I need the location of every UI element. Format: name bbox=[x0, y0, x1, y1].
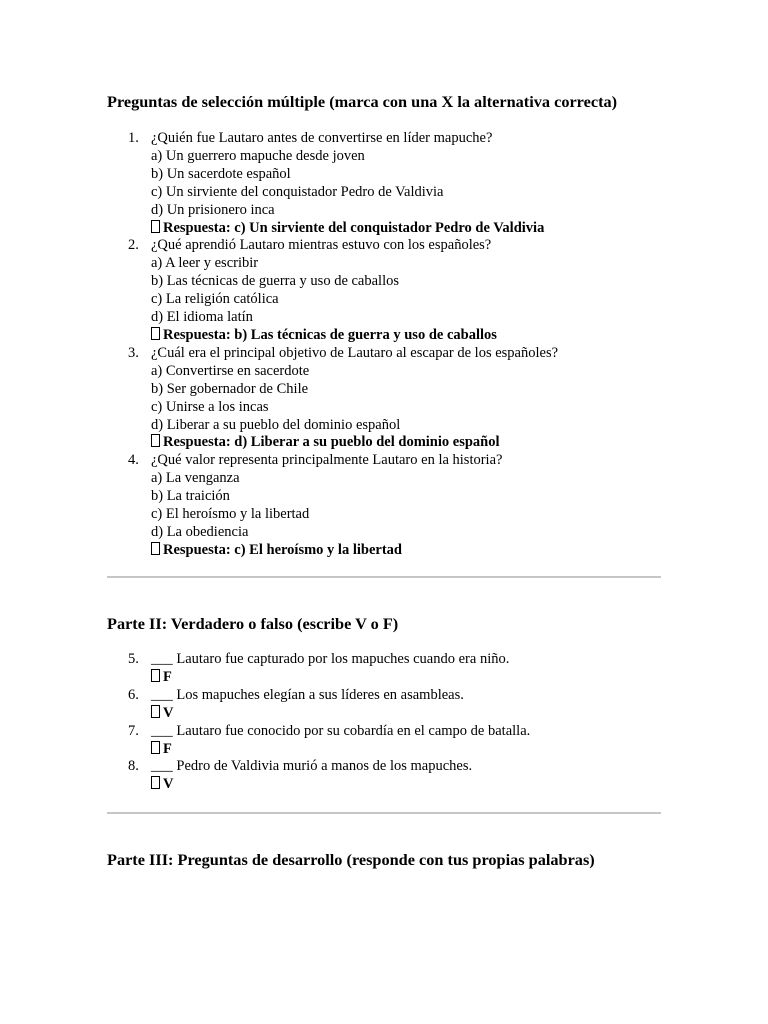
answer-text: V bbox=[163, 704, 174, 721]
question-5 bbox=[128, 651, 731, 687]
option-d: d) El idioma latín bbox=[151, 309, 253, 326]
answer-line bbox=[151, 542, 731, 560]
question-number: 6. bbox=[128, 686, 139, 703]
question-number: 7. bbox=[128, 722, 139, 739]
question-text: ¿Qué aprendió Lautaro mientras estuvo con los españoles? bbox=[151, 237, 492, 254]
question-text: ¿Cuál era el principal objetivo de Lautaro al escapar de los españoles? bbox=[151, 344, 559, 361]
question-1 bbox=[128, 130, 731, 237]
checkbox-glyph-icon bbox=[151, 220, 160, 233]
question-text: ___ Lautaro fue conocido por su cobardía en el campo de batalla. bbox=[151, 722, 531, 739]
checkbox-glyph-icon bbox=[151, 327, 160, 340]
checkbox-glyph-icon bbox=[151, 705, 160, 718]
answer-text: Respuesta: c) El heroísmo y la libertad bbox=[163, 541, 402, 558]
answer-text: Respuesta: b) Las técnicas de guerra y uso de caballos bbox=[163, 326, 497, 343]
option-a: a) La venganza bbox=[151, 470, 240, 487]
option-b: b) La traición bbox=[151, 488, 230, 505]
answer-text: Respuesta: c) Un sirviente del conquistador Pedro de Valdivia bbox=[163, 219, 545, 236]
section-divider bbox=[107, 576, 661, 578]
answer-text: V bbox=[163, 776, 174, 793]
question-number: 3. bbox=[128, 344, 139, 361]
option-b: b) Un sacerdote español bbox=[151, 165, 291, 182]
option-c: c) La religión católica bbox=[151, 291, 279, 308]
checkbox-glyph-icon bbox=[151, 776, 160, 789]
question-number: 8. bbox=[128, 758, 139, 775]
question-text: ¿Quién fue Lautaro antes de convertirse en líder mapuche? bbox=[151, 130, 493, 146]
answer-line bbox=[151, 669, 731, 687]
part2-heading: Parte II: Verdadero o falso (escribe V o F) bbox=[107, 614, 399, 633]
checkbox-glyph-icon bbox=[151, 542, 160, 555]
question-text: ___ Los mapuches elegían a sus líderes en asambleas. bbox=[151, 686, 464, 703]
question-7 bbox=[128, 722, 731, 759]
true-false-list bbox=[128, 651, 731, 794]
question-text: ¿Qué valor representa principalmente Lautaro en la historia? bbox=[151, 452, 503, 469]
answer-text: F bbox=[163, 740, 172, 757]
answer-line bbox=[151, 705, 731, 723]
option-a: a) A leer y escribir bbox=[151, 255, 259, 272]
option-d: d) La obediencia bbox=[151, 523, 249, 540]
option-d: d) Un prisionero inca bbox=[151, 201, 275, 218]
answer-line bbox=[151, 776, 731, 794]
answer-line bbox=[151, 741, 731, 759]
answer-line bbox=[151, 434, 731, 452]
option-a: a) Convertirse en sacerdote bbox=[151, 362, 310, 379]
answer-text: F bbox=[163, 668, 172, 685]
question-6 bbox=[128, 686, 731, 723]
option-b: b) Las técnicas de guerra y uso de caballos bbox=[151, 273, 400, 290]
checkbox-glyph-icon bbox=[151, 669, 160, 682]
option-a: a) Un guerrero mapuche desde joven bbox=[151, 147, 365, 164]
question-3 bbox=[128, 344, 731, 452]
question-4 bbox=[128, 452, 731, 559]
question-8 bbox=[128, 758, 731, 794]
section-divider bbox=[107, 812, 661, 814]
option-c: c) El heroísmo y la libertad bbox=[151, 506, 310, 523]
question-number: 1. bbox=[128, 130, 139, 146]
checkbox-glyph-icon bbox=[151, 741, 160, 754]
part1-heading: Preguntas de selección múltiple (marca con una X la alternativa correcta) bbox=[107, 92, 618, 111]
part3-heading: Parte III: Preguntas de desarrollo (responde con tus propias palabras) bbox=[107, 850, 595, 869]
question-number: 2. bbox=[128, 237, 139, 254]
question-text: ___ Lautaro fue capturado por los mapuches cuando era niño. bbox=[151, 651, 510, 667]
option-c: c) Unirse a los incas bbox=[151, 398, 269, 415]
option-d: d) Liberar a su pueblo del dominio español bbox=[151, 416, 401, 433]
answer-text: Respuesta: d) Liberar a su pueblo del dominio español bbox=[163, 434, 500, 451]
multiple-choice-list bbox=[128, 130, 731, 560]
question-2 bbox=[128, 237, 731, 344]
question-number: 4. bbox=[128, 452, 139, 469]
question-text: ___ Pedro de Valdivia murió a manos de los mapuches. bbox=[151, 758, 473, 775]
option-b: b) Ser gobernador de Chile bbox=[151, 380, 309, 397]
answer-line bbox=[151, 220, 731, 238]
checkbox-glyph-icon bbox=[151, 434, 160, 447]
question-number: 5. bbox=[128, 651, 139, 667]
option-c: c) Un sirviente del conquistador Pedro de Valdivia bbox=[151, 183, 444, 200]
answer-line bbox=[151, 327, 731, 345]
